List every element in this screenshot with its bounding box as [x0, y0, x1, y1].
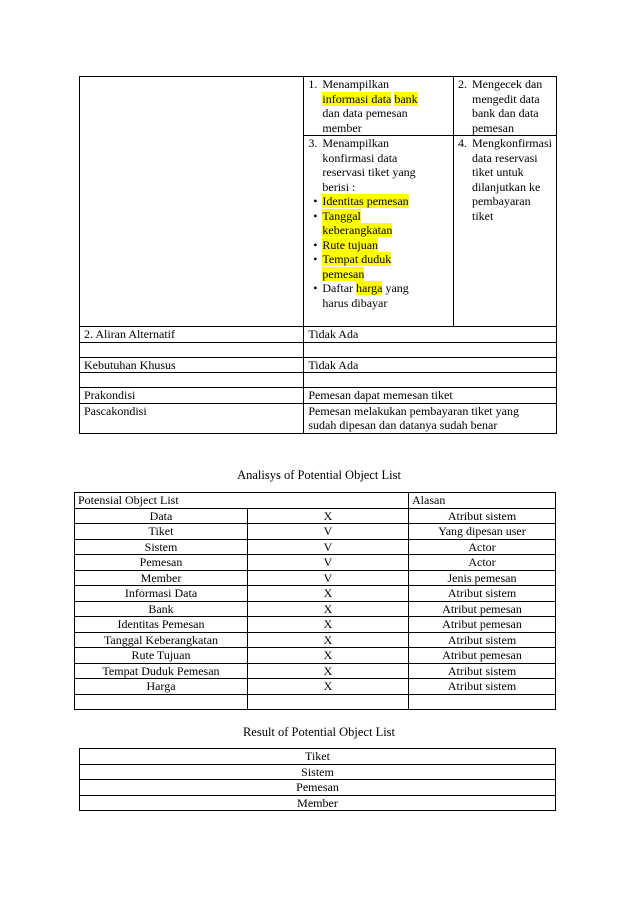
header-reason: Alasan	[409, 493, 556, 509]
result-item: Member	[80, 795, 556, 811]
system-step-1: 1. Menampilkan informasi data bank dan data pemesan member	[304, 77, 454, 136]
table-row	[80, 764, 556, 780]
special-requirements-row	[80, 357, 557, 373]
result-title: Result of Potential Object List	[242, 725, 396, 739]
list-item: • Daftar harga yang harus dibayar	[308, 281, 449, 310]
postcondition-label: Pascakondisi	[80, 403, 304, 433]
list-item: • Tempat duduk pemesan	[308, 252, 449, 281]
table-row: Member V Jenis pemesan	[75, 570, 556, 586]
result-item: Sistem	[80, 764, 556, 780]
table-row: Harga X Atribut sistem	[75, 679, 556, 695]
spacer-row	[80, 342, 557, 357]
actor-cell-empty	[80, 77, 304, 327]
header-potential-object-list: Potensial Object List	[75, 493, 409, 509]
bullet-icon: •	[313, 281, 318, 295]
table-row: Pemesan V Actor	[75, 555, 556, 571]
table-row: Tiket V Yang dipesan user	[75, 524, 556, 540]
usecase-row-steps-1-2	[80, 77, 557, 136]
table-row: Bank X Atribut pemesan	[75, 601, 556, 617]
alternative-flow-row	[80, 327, 557, 343]
system-step-4: 4. Mengkonfirmasi data reservasi tiket untuk dilanjutkan ke pembayaran tiket	[453, 136, 556, 327]
analysis-title: Analisys of Potential Object List	[237, 468, 401, 482]
precondition-value: Pemesan dapat memesan tiket	[304, 388, 557, 404]
table-row	[80, 749, 556, 765]
table-row: Informasi Data X Atribut sistem	[75, 586, 556, 602]
reservation-detail-list	[308, 194, 449, 310]
result-item: Tiket	[80, 749, 556, 765]
table-row: Identitas Pemesan X Atribut pemesan	[75, 617, 556, 633]
table-row: Rute Tujuan X Atribut pemesan	[75, 648, 556, 664]
precondition-row	[80, 388, 557, 404]
postcondition-row	[80, 403, 557, 433]
special-requirements-label: Kebutuhan Khusus	[80, 357, 304, 373]
highlight-bank: bank	[394, 91, 418, 106]
list-item: • Rute tujuan	[308, 238, 449, 253]
result-item: Pemesan	[80, 780, 556, 796]
bullet-icon: •	[313, 208, 318, 223]
table-row	[80, 795, 556, 811]
system-step-2: 2. Mengecek dan mengedit data bank dan data pemesan	[453, 77, 556, 136]
system-step-3: 3. Menampilkan konfirmasi data reservasi tiket yang berisi : • Identitas pemesan • Tanggal keberangkatan • Rute tujuan • Tempat duduk pemesan • Daftar harga yang harus dibayar	[304, 136, 454, 327]
precondition-label: Prakondisi	[80, 388, 304, 404]
list-item: • Tanggal keberangkatan	[308, 209, 449, 238]
alternative-flow-value: Tidak Ada	[304, 327, 557, 343]
table-header-row	[75, 493, 556, 509]
postcondition-value: Pemesan melakukan pembayaran tiket yang sudah dipesan dan datanya sudah benar	[304, 403, 557, 433]
table-row: Tanggal Keberangkatan X Atribut sistem	[75, 632, 556, 648]
bullet-icon: •	[313, 252, 318, 266]
potential-object-table	[74, 492, 556, 710]
table-row: Sistem V Actor	[75, 539, 556, 555]
bullet-icon: •	[313, 194, 318, 208]
empty-table-row	[75, 694, 556, 709]
highlight-informasi-data: informasi data	[322, 91, 392, 106]
table-row: Tempat Duduk Pemesan X Atribut sistem	[75, 663, 556, 679]
spacer-row	[80, 373, 557, 388]
table-row: Data X Atribut sistem	[75, 508, 556, 524]
special-requirements-value: Tidak Ada	[304, 357, 557, 373]
bullet-icon: •	[313, 237, 318, 252]
usecase-table	[79, 76, 557, 434]
list-item: • Identitas pemesan	[308, 194, 449, 209]
alternative-flow-label: 2. Aliran Alternatif	[80, 327, 304, 343]
result-object-table	[79, 748, 556, 811]
table-row	[80, 780, 556, 796]
